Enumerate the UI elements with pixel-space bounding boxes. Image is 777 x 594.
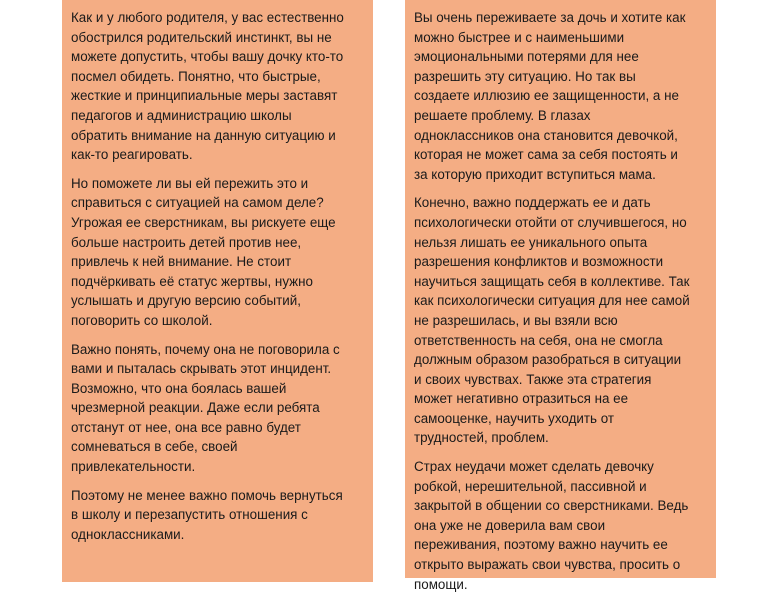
right-paragraph-3: Страх неудачи может сделать девочку робкой, нерешительной, пассивной и закрытой в общении со сверстниками. Ведь она уже не доверила вам свои переживания, поэтому важно научить ее открыто выражать свои чувства, просить о помощи. (414, 459, 689, 592)
left-paragraph-1: Как и у любого родителя, у вас естественно обострился родительский инстинкт, вы не можете допустить, чтобы вашу дочку кто-то посмел обидеть. Понятно, что быстрые, жесткие и принципиальные меры заставят педагогов и администрацию школы обратить внимание на данную ситуацию и как-то реагировать. (71, 10, 344, 163)
right-text-card (405, 0, 716, 592)
left-paragraph-2: Но поможете ли вы ей пережить это и справиться с ситуацией на самом деле? Угрожая ее сверстникам, вы рискуете еще больше настроить детей против нее, привлечь к ней внимание. Не стоит подчёркивать её статус жертвы, нужно услышать и другую версию событий, поговорить со школой. (71, 175, 336, 328)
left-paragraph-4: Поэтому не менее важно помочь вернуться в школу и перезапустить отношения с одноклассниками. (71, 487, 343, 542)
left-text-card (62, 0, 373, 582)
right-paragraph-2: Конечно, важно поддержать ее и дать психологически отойти от случившегося, но нельзя лишать ее уникального опыта разрешения конфликтов и возможности научиться защищать себя в коллективе. Так как психологически ситуация для нее самой не разрешилась, и вы взяли всю ответственность на себя, она не смогла должным образом разобраться в ситуации и своих чувствах. Также эта стратегия может негативно отразиться на ее самооценке, научить уходить от трудностей, проблем. (414, 195, 690, 446)
left-paragraph-3: Важно понять, почему она не поговорила с вами и пыталась скрывать этот инцидент. Возможно, что она боялась вашей чрезмерной реакции. Даже если ребята отстанут от нее, она все равно будет сомневаться в себе, своей привлекательности. (71, 341, 340, 475)
right-paragraph-1: Вы очень переживаете за дочь и хотите как можно быстрее и с наименьшими эмоциональными потерями для нее разрешить эту ситуацию. Но так вы создаете иллюзию ее защищенности, а не решаете проблему. В глазах одноклассников она становится девочкой, которая не может сама за себя постоять и за которую приходит вступиться мама. (414, 10, 686, 182)
